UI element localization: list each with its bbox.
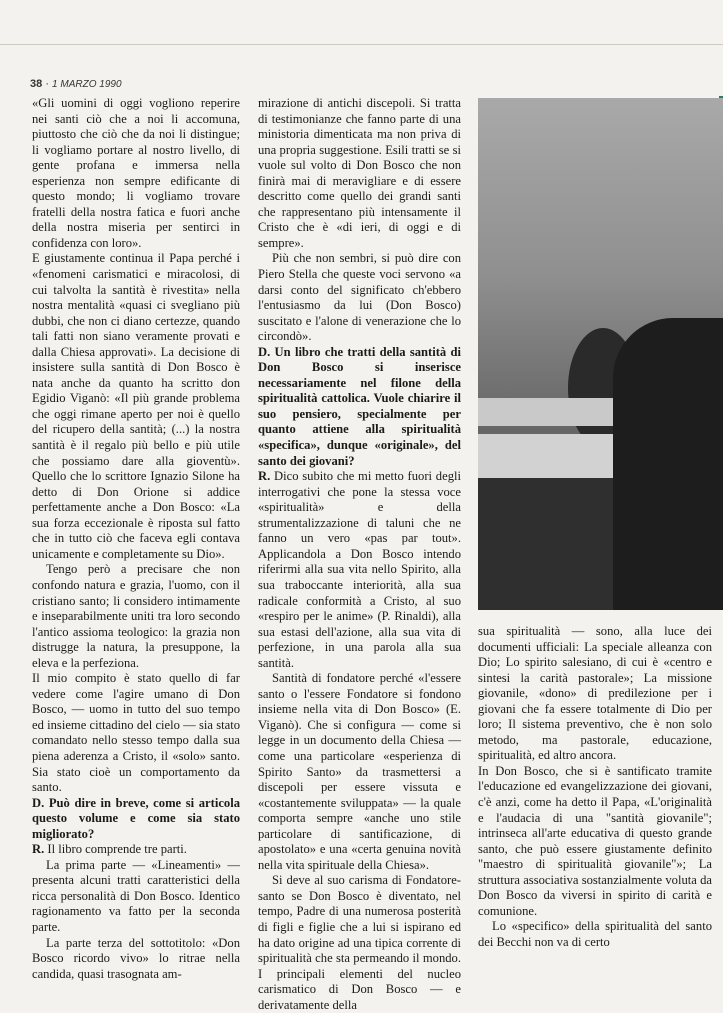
article-photo <box>478 98 723 610</box>
paragraph: «Gli uomini di oggi vogliono reperire nei santi ciò che a noi li accomuna, piuttosto che ciò che da noi li distingue; li vogliamo portare al nostro livello, di gente profana e immersa nella esperienza non sempre edificante di questo mondo; li vogliamo trovare fratelli della nostra fatica e fuori anche della nostra miseria per sentirci in confidenza con loro». <box>32 96 240 250</box>
top-rule <box>0 44 723 45</box>
issue-date: 1 MARZO 1990 <box>52 79 122 90</box>
header-separator: · <box>45 78 49 90</box>
paragraph: sua spiritualità — sono, alla luce dei documenti ufficiali: La speciale alleanza con Dio; Lo spirito salesiano, di cui è «centro e sintesi la carità pastorale»; La missione giovanile, «dono» di predilezione per i giovani che fa essere totalmente di Dio per loro; Il sistema preventivo, che è non solo metodo, ma pastorale, educazione, spiritualità, ed altro ancora. <box>478 624 712 763</box>
photo-figure-silhouette <box>613 318 723 610</box>
paragraph: Lo «specifico» della spiritualità del santo dei Becchi non va di certo <box>478 919 712 949</box>
page-header <box>30 78 122 90</box>
answer-text: Dico subito che mi metto fuori degli interrogativi che pone la stessa voce «spiritualità» e della strumentalizzazione di taluni che ne fanno un vero «pas par tout». Applicandola a Don Bosco intendo riferirmi alla sua vita nello Spirito, alla sua traboccante interiorità, alla sua radicale conformità a Cristo, al suo «respiro per le anime» (P. Rinaldi), alla sua estasi dell'azione, alla sua vita di perfezione, in una parola alla sua santità. <box>258 469 461 670</box>
question-text: Può dire in breve, come si articola questo volume e come sia stato migliorato? <box>32 795 240 841</box>
text-column-1 <box>32 96 240 982</box>
question-lead: D. <box>32 795 45 810</box>
paragraph: Si deve al suo carisma di Fondatore-santo se Don Bosco è diventato, nel tempo, Padre di una numerosa posterità di figli e figlie che a lui si ispirano ed ha dato origine ad una tipica corrente di spiritualità che sta permeando il mondo. I principali elementi del nucleo carismatico di Don Bosco — e derivatamente della <box>258 873 461 1012</box>
answer-lead: R. <box>258 469 271 484</box>
paragraph: E giustamente continua il Papa perché i «fenomeni carismatici e miracolosi, di cui talvolta la santità è rivestita» nella nostra mentalità «quasi ci svegliano più dubbi, che non ci diano certezze, quando tali fatti non siano veramente provati e dalla Chiesa approvati». La decisione di insistere sulla santità di Don Bosco è nata anche da quanto ha scritto don Egidio Viganò: «Il più grande problema che oggi rimane aperto per noi è quello del ricupero della santità; (...) la nostra santità è il regalo più bello e più utile che possiamo dare alla gioventù». Quello che lo scrittore Ignazio Silone ha detto di Don Orione si addice perfettamente anche a Don Bosco: «La sua forza eccezionale è riposta sul fatto che in tutto ciò che faceva egli contava unicamente e completamente su Dio». <box>32 251 240 561</box>
question-paragraph <box>32 796 240 843</box>
answer-paragraph <box>258 469 461 671</box>
question-paragraph <box>258 345 461 469</box>
question-text: Un libro che tratti della santità di Don Bosco si inserisce necessariamente nel filone della spiritualità cattolica. Vuole chiarire il suo pensiero, specialmente per quanto attiene alla spiritualità «specifica», dunque «originale», del santo dei giovani? <box>258 344 461 468</box>
page-number: 38 <box>30 78 43 90</box>
answer-text: Il libro comprende tre parti. <box>47 842 187 857</box>
question-lead: D. <box>258 344 271 359</box>
paragraph: La parte terza del sottotitolo: «Don Bosco ricordo vivo» lo ritrae nella candida, quasi trasognata am- <box>32 935 240 981</box>
paragraph: Tengo però a precisare che non confondo natura e grazia, l'uomo, con il cristiano santo; li considero intimamente e inseparabilmente uniti tra loro secondo l'antico assioma teologico: la grazia non distrugge la natura, la presuppone, la eleva e la perfeziona. <box>32 562 240 670</box>
paragraph: Il mio compito è stato quello di far vedere come l'agire umano di Don Bosco, — uomo in tutto del suo tempo ed insieme cittadino del cielo — sia stato comandato nello stesso tempo dalla sua piena aderenza a Cristo, il «solo» santo. Sia stato cioè un comportamento da santo. <box>32 671 240 795</box>
answer-lead: R. <box>32 842 45 857</box>
paragraph: Santità di fondatore perché «l'essere santo o l'essere Fondatore si fondono insieme nella vita di Don Bosco» (E. Viganò). Che si configura — come si legge in un documento della Chiesa — come una particolare «esperienza di Spirito Santo» da trasmettersi a discepoli per essere vissuta e «costantemente sviluppata» — la quale comporta sempre «anche uno stile particolare di santificazione, di apostolato» e una «certa genuina novità nella vita spirituale della Chiesa». <box>258 671 461 872</box>
text-column-2 <box>258 96 461 1013</box>
paragraph: In Don Bosco, che si è santificato tramite l'educazione ed evangelizzazione dei giovani, c'è anzi, come ha detto il Papa, «L'originalità e l'audacia di una "santità giovanile"; intrinseca all'arte educativa di questo grande santo, che può essere giustamente definito "maestro di spiritualità giovanile"»; La struttura associativa sostanzialmente voluta da Don Bosco da viversi in spirito di carità e comunione. <box>478 763 712 918</box>
paragraph: Più che non sembri, si può dire con Piero Stella che queste voci servono «a darsi conto del significato ch'ebbero l'entusiasmo da lui (Don Bosco) suscitato e l'alone di venerazione che lo circondò». <box>258 251 461 344</box>
answer-paragraph <box>32 842 240 858</box>
paragraph: mirazione di antichi discepoli. Si tratta di testimonianze che fanno parte di una ministoria dimenticata ma non priva di una propria suggestione. Esili tratti se si vuole sul volto di Don Bosco che non finirà mai di meravigliare e di essere descritto come quello dei grandi santi che rappresentano più intensamente il Cristo che è «di ieri, di oggi e di sempre». <box>258 96 461 250</box>
paragraph: La prima parte — «Lineamenti» — presenta alcuni tratti caratteristici della ricca personalità di Don Bosco. Identico ragionamento va fatto per la seconda parte. <box>32 857 240 934</box>
text-column-3 <box>478 624 712 950</box>
